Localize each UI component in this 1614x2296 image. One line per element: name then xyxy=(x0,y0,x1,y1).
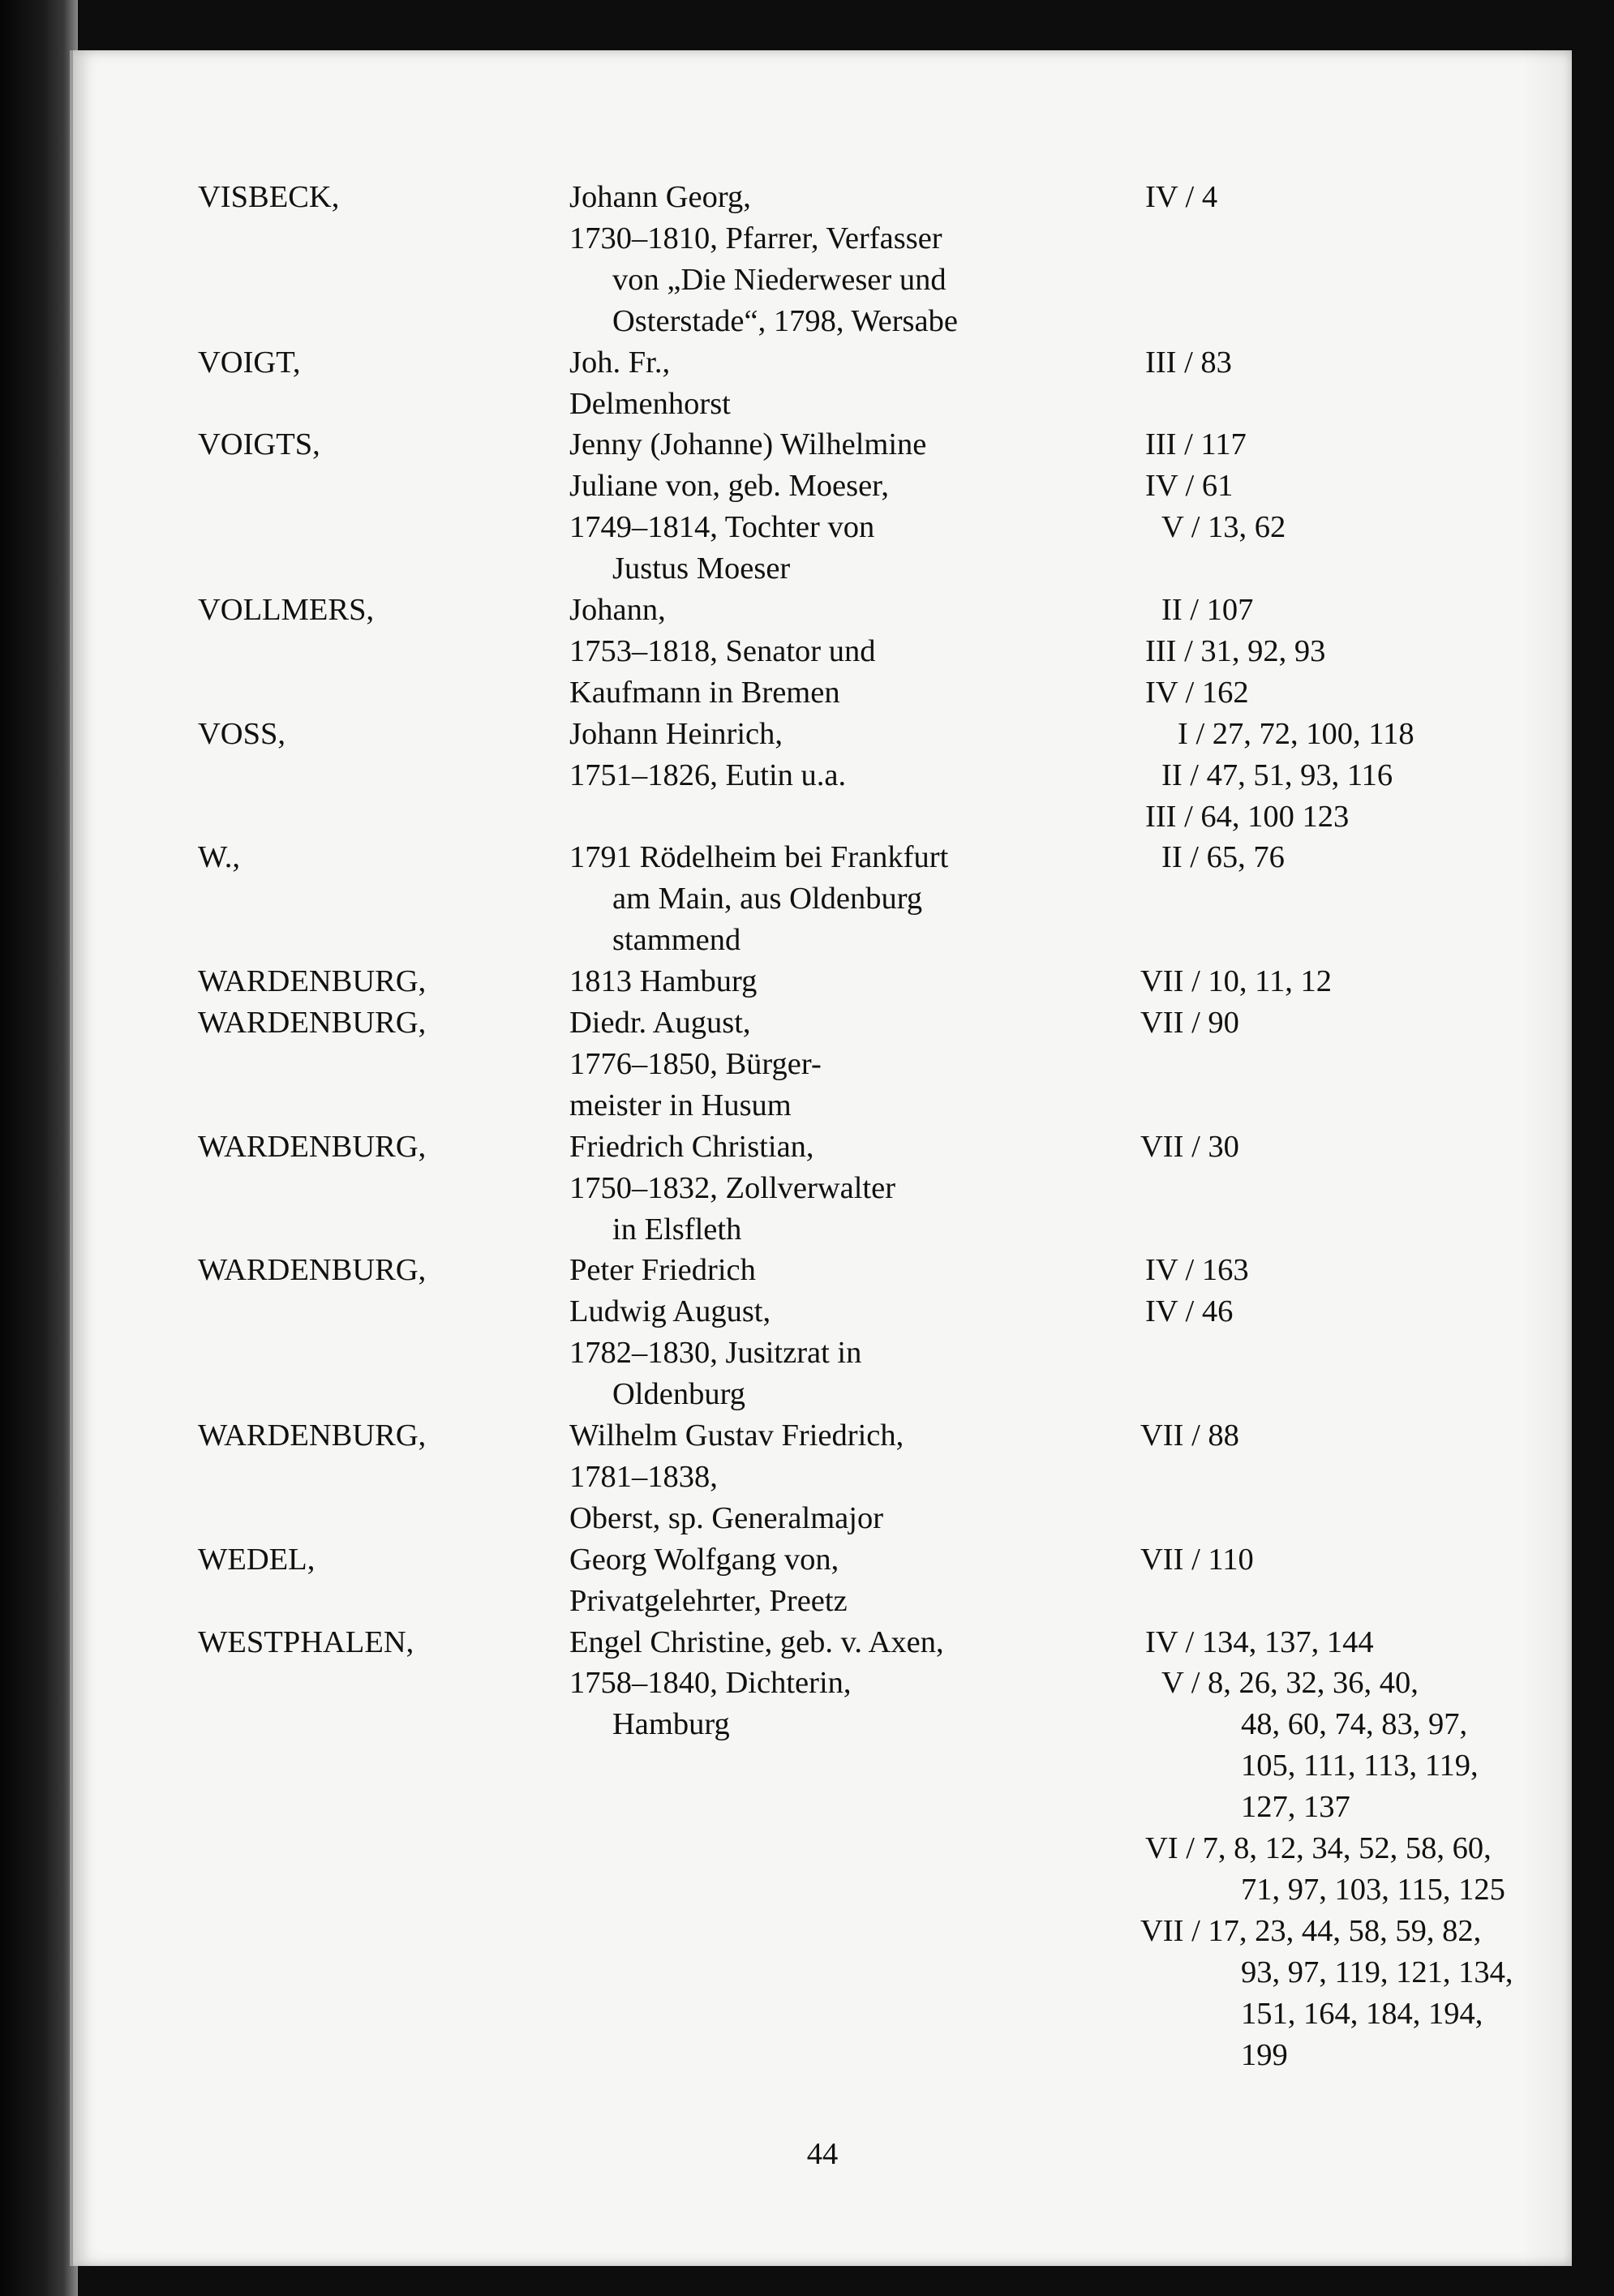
entry-description: 1776–1850, Bürger- xyxy=(569,1046,822,1081)
entry-references: II / 65, 76 xyxy=(1161,840,1285,875)
entry-description: Justus Moeser xyxy=(612,551,791,586)
entry-references: 199 xyxy=(1241,2037,1288,2072)
entry-references: 151, 164, 184, 194, xyxy=(1241,1996,1483,2031)
entry-name: VOIGT, xyxy=(198,345,301,380)
entry-description: Delmenhorst xyxy=(569,386,731,421)
entry-references: II / 107 xyxy=(1161,593,1254,627)
entry-description: Joh. Fr., xyxy=(569,345,671,380)
entry-name: WARDENBURG, xyxy=(198,964,427,999)
entry-description: Oldenburg xyxy=(612,1377,745,1412)
entry-references: VI / 7, 8, 12, 34, 52, 58, 60, xyxy=(1145,1831,1492,1865)
entry-description: Juliane von, geb. Moeser, xyxy=(569,469,890,504)
entry-name: VISBECK, xyxy=(198,180,340,214)
entry-name: VOSS, xyxy=(198,716,286,751)
entry-description: Jenny (Johanne) Wilhelmine xyxy=(569,427,927,462)
entry-references: III / 117 xyxy=(1145,427,1247,462)
entry-references: III / 31, 92, 93 xyxy=(1145,633,1326,668)
entry-references: V / 8, 26, 32, 36, 40, xyxy=(1161,1666,1419,1701)
entry-description: Hamburg xyxy=(612,1707,730,1742)
entry-description: 1781–1838, xyxy=(569,1459,718,1494)
entry-references: 71, 97, 103, 115, 125 xyxy=(1241,1872,1505,1907)
entry-description: Engel Christine, geb. v. Axen, xyxy=(569,1624,944,1659)
entry-description: Peter Friedrich xyxy=(569,1253,756,1288)
entry-description: 1758–1840, Dichterin, xyxy=(569,1666,852,1701)
entry-description: am Main, aus Oldenburg xyxy=(612,882,923,916)
entry-name: WARDENBURG, xyxy=(198,1129,427,1164)
entry-description: Privatgelehrter, Preetz xyxy=(569,1583,848,1618)
page-right-shadow xyxy=(1523,50,1572,2266)
entry-references: II / 47, 51, 93, 116 xyxy=(1161,757,1393,792)
entry-references: IV / 163 xyxy=(1145,1253,1249,1288)
entry-references: VII / 88 xyxy=(1140,1418,1239,1453)
entry-references: IV / 162 xyxy=(1145,675,1249,710)
entry-references: 127, 137 xyxy=(1241,1790,1350,1825)
entry-references: III / 64, 100 123 xyxy=(1145,799,1350,834)
entry-references: VII / 90 xyxy=(1140,1006,1239,1040)
entry-references: V / 13, 62 xyxy=(1161,510,1286,545)
entry-description: 1753–1818, Senator und xyxy=(569,633,876,668)
entry-name: WARDENBURG, xyxy=(198,1418,427,1453)
entry-references: 48, 60, 74, 83, 97, xyxy=(1241,1707,1468,1742)
entry-description: Kaufmann in Bremen xyxy=(569,675,840,710)
entry-description: Friedrich Christian, xyxy=(569,1129,814,1164)
scan-left-edge xyxy=(0,0,78,2296)
entry-description: Georg Wolfgang von, xyxy=(569,1542,839,1577)
entry-name: WARDENBURG, xyxy=(198,1253,427,1288)
entry-description: Ludwig August, xyxy=(569,1294,771,1329)
entry-description: 1749–1814, Tochter von xyxy=(569,510,875,545)
entry-description: Oberst, sp. Generalmajor xyxy=(569,1500,884,1535)
entry-description: 1730–1810, Pfarrer, Verfasser xyxy=(569,221,942,255)
entry-description: meister in Husum xyxy=(569,1088,792,1122)
entry-description: Johann Heinrich, xyxy=(569,716,783,751)
entry-description: Johann Georg, xyxy=(569,180,751,214)
entry-name: VOIGTS, xyxy=(198,427,320,462)
index-page xyxy=(70,50,1572,2266)
entry-description: 1750–1832, Zollverwalter xyxy=(569,1170,896,1205)
entry-description: 1791 Rödelheim bei Frankfurt xyxy=(569,840,949,875)
page-number: 44 xyxy=(806,2137,839,2171)
entry-description: Osterstade“, 1798, Wersabe xyxy=(612,303,958,338)
entry-description: stammend xyxy=(612,923,741,958)
entry-name: W., xyxy=(198,840,241,875)
entry-name: WARDENBURG, xyxy=(198,1006,427,1040)
entry-name: VOLLMERS, xyxy=(198,593,375,627)
entry-references: 93, 97, 119, 121, 134, xyxy=(1241,1955,1513,1989)
entry-references: IV / 46 xyxy=(1145,1294,1234,1329)
entry-description: Wilhelm Gustav Friedrich, xyxy=(569,1418,904,1453)
entry-name: WESTPHALEN, xyxy=(198,1624,414,1659)
entry-description: von „Die Niederweser und xyxy=(612,262,947,297)
entry-description: 1813 Hamburg xyxy=(569,964,758,999)
entry-name: WEDEL, xyxy=(198,1542,316,1577)
entry-references: VII / 30 xyxy=(1140,1129,1239,1164)
entry-references: VII / 10, 11, 12 xyxy=(1140,964,1332,999)
entry-references: IV / 134, 137, 144 xyxy=(1145,1624,1374,1659)
entry-description: Johann, xyxy=(569,593,666,627)
entry-references: I / 27, 72, 100, 118 xyxy=(1178,716,1414,751)
entry-references: IV / 4 xyxy=(1145,180,1218,214)
entry-description: in Elsfleth xyxy=(612,1212,742,1247)
entry-description: 1782–1830, Jusitzrat in xyxy=(569,1336,862,1371)
entry-description: 1751–1826, Eutin u.a. xyxy=(569,757,847,792)
entry-references: IV / 61 xyxy=(1145,469,1234,504)
entry-references: VII / 110 xyxy=(1140,1542,1254,1577)
entry-description: Diedr. August, xyxy=(569,1006,751,1040)
entry-references: III / 83 xyxy=(1145,345,1232,380)
entry-references: 105, 111, 113, 119, xyxy=(1241,1749,1479,1783)
entry-references: VII / 17, 23, 44, 58, 59, 82, xyxy=(1140,1913,1482,1948)
